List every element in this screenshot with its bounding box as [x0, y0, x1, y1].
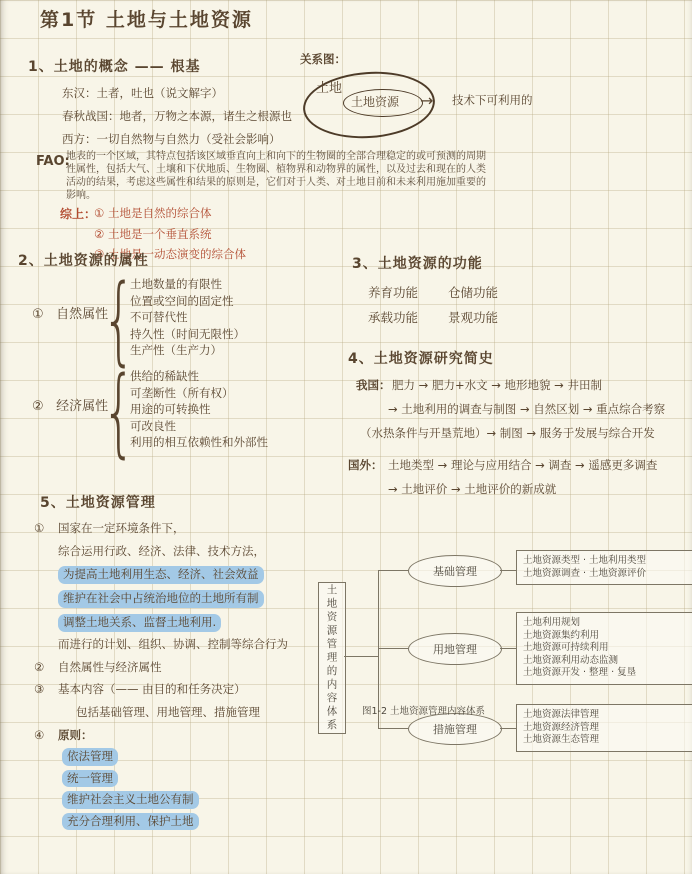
functions-heading: 3、土地资源的功能 — [352, 256, 483, 272]
diagram-measure-line: 土地资源经济管理 — [523, 721, 600, 733]
diagram-use-line: 土地资源集约利用 — [523, 629, 600, 641]
management-d1-highlight: 为提高土地利用生态、经济、社会效益 — [58, 566, 264, 584]
concept-def-springautumn: 春秋战国：地者，万物之本源，诸生之根源也 — [62, 109, 292, 123]
natural-attr-num: ① — [32, 307, 44, 322]
management-d2-text: 自然属性与经济属性 — [58, 660, 162, 674]
function-item: 承载功能 — [368, 309, 419, 325]
natural-item: 不可替代性 — [130, 310, 188, 325]
diagram-use-line: 土地资源利用动态监测 — [523, 654, 619, 666]
function-item: 养育功能 — [368, 285, 419, 300]
diagram-measure-box — [516, 704, 692, 752]
economic-brace: { — [102, 356, 136, 468]
attributes-heading: 2、土地资源的属性 — [18, 253, 149, 269]
economic-item: 用途的可转换性 — [130, 402, 211, 417]
summary-item: ① 土地是自然的综合体 — [94, 206, 212, 220]
diagram-connector — [500, 570, 516, 571]
diagram-caption: 图1-2 土地资源管理内容体系 — [362, 706, 486, 717]
printed-diagram — [300, 542, 688, 770]
diagram-connector — [344, 656, 378, 657]
functions-grid — [368, 285, 498, 327]
economic-item: 可垄断性（所有权） — [130, 385, 234, 400]
history-abroad-line: 土地类型 → 理论与应用结合 → 调查 → 遥感更多调查 — [388, 458, 658, 472]
relation-note: 技术下可利用的 — [452, 93, 533, 107]
history-abroad-label: 国外： — [348, 458, 383, 472]
management-d1-highlight: 维护在社会中占统治地位的土地所有制 — [58, 590, 264, 608]
natural-item: 位置或空间的固定性 — [130, 293, 234, 308]
diagram-measure-line: 土地资源法律管理 — [523, 709, 600, 720]
economic-attr-list — [130, 369, 268, 451]
diagram-root-box: 土地资源管理的内容体系 — [318, 582, 346, 734]
economic-item: 供给的稀缺性 — [130, 369, 199, 383]
principles-list — [62, 748, 199, 830]
diagram-connector — [378, 570, 408, 571]
diagram-node-measure: 措施管理 — [408, 713, 502, 745]
history-cn-line: （水热条件与开垦荒地）→ 制图 → 服务于发展与综合开发 — [360, 426, 655, 440]
history-cn-line: 肥力 → 肥力+水文 → 地形地貌 → 井田制 — [392, 378, 602, 392]
diagram-basic-box — [516, 550, 692, 585]
function-item: 景观功能 — [448, 309, 499, 325]
diagram-connector — [500, 648, 516, 649]
economic-item: 利用的相互依赖性和外部性 — [130, 435, 268, 450]
concept-def-west: 西方：一切自然物与自然力（受社会影响） — [62, 132, 281, 146]
natural-item: 持久性（时间无限性） — [130, 326, 245, 341]
management-d3-sub: 包括基础管理、用地管理、措施管理 — [76, 705, 260, 719]
history-cn-line: → 土地利用的调查与制图 → 自然区划 → 重点综合考察 — [388, 402, 666, 416]
natural-attr-list — [130, 277, 245, 359]
management-d2-num: ② — [34, 660, 45, 674]
land-outer-label: 土地 — [316, 81, 343, 96]
diagram-basic-line: 土地资源调查 · 土地资源评价 — [523, 567, 647, 579]
natural-attr-label — [32, 306, 108, 324]
diagram-node-use: 用地管理 — [408, 633, 502, 665]
fao-label: FAO: — [36, 154, 70, 169]
concept-def-handynasty: 东汉：土者，吐也（说文解字） — [62, 86, 223, 100]
relation-arrow-icon: → — [420, 91, 432, 110]
economic-attr-text: 经济属性 — [56, 399, 109, 414]
management-d4-text: 原则： — [58, 728, 93, 742]
function-item: 仓储功能 — [448, 285, 499, 300]
diagram-basic-line: 土地资源类型 · 土地利用类型 — [523, 555, 647, 566]
diagram-use-line: 土地利用规划 — [523, 617, 581, 628]
management-d1-line: 而进行的计划、组织、协调、控制等综合行为 — [58, 637, 288, 651]
concept-heading: 1、土地的概念 —— 根基 — [28, 59, 201, 75]
management-d1-num: ① — [34, 521, 45, 535]
diagram-connector — [500, 728, 516, 729]
economic-item: 可改良性 — [130, 418, 176, 433]
diagram-use-line: 土地资源开发 · 整理 · 复垦 — [523, 667, 637, 678]
diagram-measure-line: 土地资源生态管理 — [523, 734, 600, 745]
management-d3-text: 基本内容（—— 由目的和任务决定） — [58, 682, 246, 696]
management-d4-num: ④ — [34, 728, 45, 742]
diagram-node-basic: 基础管理 — [408, 555, 502, 587]
natural-brace: { — [102, 264, 136, 376]
economic-attr-label — [32, 398, 108, 416]
diagram-use-line: 土地资源可持续利用 — [523, 642, 609, 653]
principle-item: 统一管理 — [62, 770, 118, 788]
management-d3-num: ③ — [34, 682, 45, 696]
diagram-connector — [378, 648, 408, 649]
principle-item: 维护社会主义土地公有制 — [62, 791, 199, 809]
summary-label: 综上： — [60, 207, 97, 221]
natural-item: 土地数量的有限性 — [130, 277, 222, 291]
land-resource-label: 土地资源 — [351, 95, 400, 109]
fao-definition: 地表的一个区域，其特点包括该区域垂直向上和向下的生物圈的全部合理稳定的或可预测的周期性属性，包括大气、土壤和下伏地质、生物圈、植物界和动物界的属性，以及过去和现在的人类活动的结果，考虑这些属性和结果的原则是，它们对于人类、对土地目前和未来利用施加重要的影响。 — [66, 151, 486, 201]
relation-label: 关系图： — [300, 52, 346, 66]
management-d1-line: 综合运用行政、经济、法律、技术方法， — [58, 544, 265, 558]
page-title: 第1节 土地与土地资源 — [40, 9, 253, 31]
economic-attr-num: ② — [32, 399, 44, 414]
management-d1-highlight: 调整土地关系、监督土地利用. — [58, 614, 221, 632]
summary-item: ② 土地是一个垂直系统 — [94, 226, 212, 241]
history-cn-label: 我国： — [356, 378, 391, 392]
management-heading: 5、土地资源管理 — [40, 495, 156, 511]
diagram-connector — [378, 728, 408, 729]
history-heading: 4、土地资源研究简史 — [348, 351, 494, 367]
history-abroad-line: → 土地评价 → 土地评价的新成就 — [388, 482, 557, 496]
natural-item: 生产性（生产力） — [130, 343, 222, 358]
summary-item: ③ 土地是一动态演变的综合体 — [94, 247, 246, 262]
diagram-use-box — [516, 612, 692, 685]
principle-item: 充分合理利用、保护土地 — [62, 813, 199, 831]
principle-item: 依法管理 — [62, 748, 118, 766]
management-d1-line: 国家在一定环境条件下， — [58, 521, 185, 535]
natural-attr-text: 自然属性 — [56, 307, 109, 322]
